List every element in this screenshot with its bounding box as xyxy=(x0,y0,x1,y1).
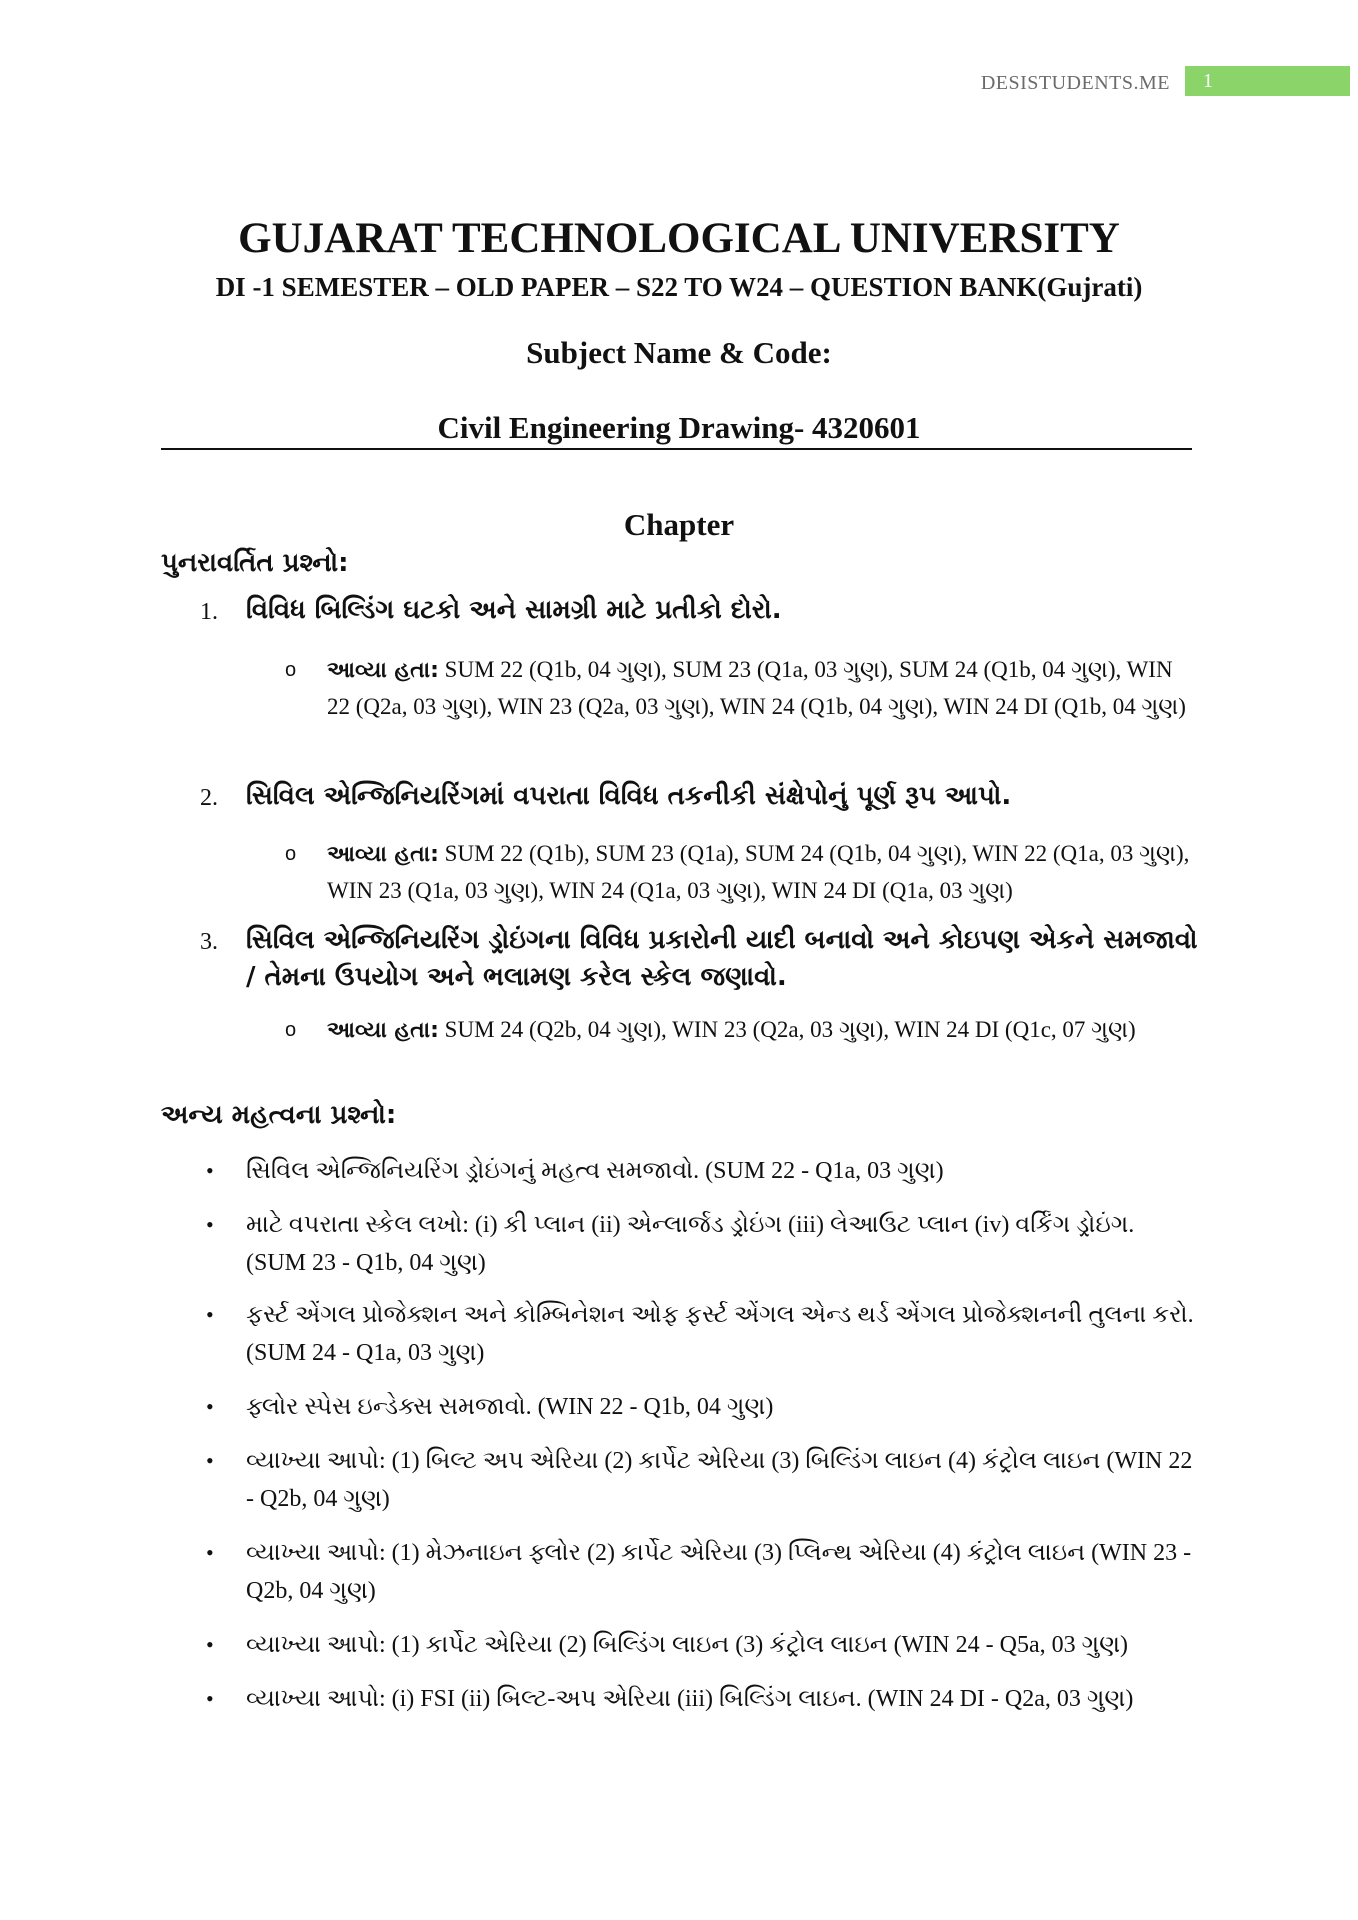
bullet-icon: • xyxy=(206,1302,214,1327)
subject-name: Civil Engineering Drawing- 4320601 xyxy=(437,410,921,445)
sub-bullet-icon: o xyxy=(285,1019,297,1041)
sub-bullet-icon: o xyxy=(285,659,297,681)
question-text: વિવિધ બિલ્ડિંગ ઘટકો અને સામગ્રી માટે પ્રતીકો દોરો. xyxy=(246,595,782,625)
bullet-icon: • xyxy=(206,1686,214,1711)
list-item xyxy=(200,1680,1200,1718)
other-questions-heading: અન્ય મહત્વના પ્રશ્નો: xyxy=(161,1100,397,1130)
bullet-icon: • xyxy=(206,1540,214,1565)
page-number-badge: 1 xyxy=(1185,66,1350,96)
asked-label: આવ્યા હતા: xyxy=(327,842,439,867)
asked-label: આવ્યા હતા: xyxy=(327,1018,439,1043)
list-item xyxy=(200,1534,1200,1610)
asked-info xyxy=(285,1012,1195,1049)
list-item xyxy=(200,1296,1200,1372)
list-item xyxy=(200,1388,1200,1426)
list-item-text: માટે વપરાતા સ્કેલ લખો: (i) કી પ્લાન (ii) એન્લાર્જડ ડ્રોઇંગ (iii) લેઆઉટ પ્લાન (iv) વર્કિંગ ડ્રોઇંગ. (SUM 23 - Q1b, 04 ગુણ) xyxy=(246,1212,1135,1276)
page-title: GUJARAT TECHNOLOGICAL UNIVERSITY xyxy=(238,215,1120,262)
question-number: 3. xyxy=(200,929,218,955)
list-item-text: વ્યાખ્યા આપો: (i) FSI (ii) બિલ્ટ-અપ એરિયા (iii) બિલ્ડિંગ લાઇન. (WIN 24 DI - Q2a, 03 ગુણ) xyxy=(246,1686,1134,1712)
list-item xyxy=(200,1626,1200,1664)
sub-bullet-icon: o xyxy=(285,843,297,865)
list-item xyxy=(200,1442,1200,1518)
repeated-question xyxy=(200,592,1200,629)
list-item-text: ફર્સ્ટ એંગલ પ્રોજેક્શન અને કોમ્બિનેશન ઓફ ફર્સ્ટ એંગલ એન્ડ થર્ડ એંગલ પ્રોજેક્શનની તુલના કરો. (SUM 24 - Q1a, 03 ગુણ) xyxy=(246,1302,1194,1366)
subject-label: Subject Name & Code: xyxy=(526,335,832,370)
list-item-text: વ્યાખ્યા આપો: (1) મેઝનાઇન ફ્લોર (2) કાર્પેટ એરિયા (3) પ્લિન્થ એરિયા (4) કંટ્રોલ લાઇન (WIN 23 - Q2b, 04 ગુણ) xyxy=(246,1540,1192,1604)
list-item-text: વ્યાખ્યા આપો: (1) કાર્પેટ એરિયા (2) બિલ્ડિંગ લાઇન (3) કંટ્રોલ લાઇન (WIN 24 - Q5a, 03 ગુણ) xyxy=(246,1632,1129,1658)
list-item xyxy=(200,1152,1200,1190)
bullet-icon: • xyxy=(206,1158,214,1183)
question-text: સિવિલ એન્જિનિયરિંગ ડ્રોઇંગના વિવિધ પ્રકારોની યાદી બનાવો અને કોઇપણ એકને સમજાવો / તેમના ઉપયોગ અને ભલામણ કરેલ સ્કેલ જણાવો. xyxy=(246,925,1198,992)
list-item-text: ફ્લોર સ્પેસ ઇન્ડેક્સ સમજાવો. (WIN 22 - Q1b, 04 ગુણ) xyxy=(246,1394,774,1420)
chapter-heading: Chapter xyxy=(623,507,735,542)
bullet-icon: • xyxy=(206,1212,214,1237)
list-item-text: વ્યાખ્યા આપો: (1) બિલ્ટ અપ એરિયા (2) કાર્પેટ એરિયા (3) બિલ્ડિંગ લાઇન (4) કંટ્રોલ લાઇન (WIN 22 - Q2b, 04 ગુણ) xyxy=(246,1448,1193,1512)
asked-info xyxy=(285,836,1195,909)
bullet-icon: • xyxy=(206,1632,214,1657)
asked-exams: SUM 24 (Q2b, 04 ગુણ), WIN 23 (Q2a, 03 ગુણ), WIN 24 DI (Q1c, 07 ગુણ) xyxy=(444,1017,1136,1042)
asked-exams: SUM 22 (Q1b), SUM 23 (Q1a), SUM 24 (Q1b, 04 ગુણ), WIN 22 (Q1a, 03 ગુણ), WIN 23 (Q1a, 03 ગુણ), WIN 24 (Q1a, 03 ગુણ), WIN 24 DI (Q1a, 03 ગુણ) xyxy=(327,841,1190,903)
page-subtitle: DI -1 SEMESTER – OLD PAPER – S22 TO W24 – QUESTION BANK(Gujrati) xyxy=(215,272,1143,302)
question-text: સિવિલ એન્જિનિયરિંગમાં વપરાતા વિવિધ તકનીકી સંક્ષેપોનું પૂર્ણ રૂપ આપો. xyxy=(246,781,1012,811)
list-item xyxy=(200,1206,1200,1282)
asked-info xyxy=(285,652,1195,725)
header-site-name: DESISTUDENTS.ME xyxy=(980,72,1170,94)
repeated-question xyxy=(200,922,1200,996)
question-number: 2. xyxy=(200,785,218,811)
bullet-icon: • xyxy=(206,1394,214,1419)
asked-label: આવ્યા હતા: xyxy=(327,658,439,683)
bullet-icon: • xyxy=(206,1448,214,1473)
asked-exams: SUM 22 (Q1b, 04 ગુણ), SUM 23 (Q1a, 03 ગુણ), SUM 24 (Q1b, 04 ગુણ), WIN 22 (Q2a, 03 ગુણ), WIN 23 (Q2a, 03 ગુણ), WIN 24 (Q1b, 04 ગુણ), WIN 24 DI (Q1b, 04 ગુણ) xyxy=(327,657,1186,719)
list-item-text: સિવિલ એન્જિનિયરિંગ ડ્રોઇંગનું મહત્વ સમજાવો. (SUM 22 - Q1a, 03 ગુણ) xyxy=(246,1158,944,1184)
repeated-questions-heading: પુનરાવર્તિત પ્રશ્નો: xyxy=(161,548,349,578)
question-number: 1. xyxy=(200,599,218,625)
title-divider xyxy=(161,448,1192,450)
repeated-question xyxy=(200,778,1200,815)
